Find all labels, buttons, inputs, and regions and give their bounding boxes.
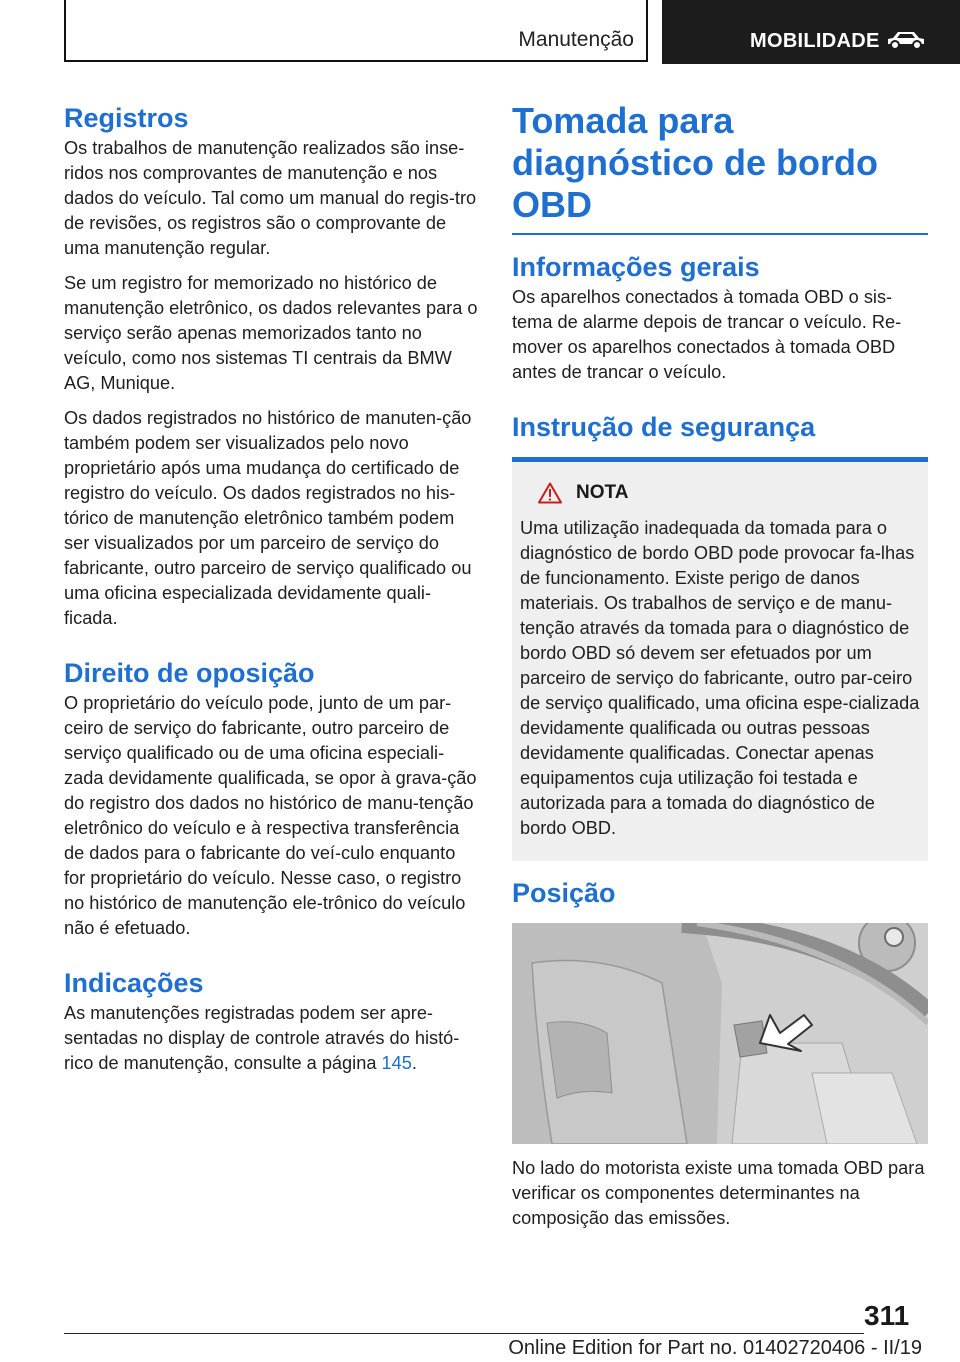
warning-text: Uma utilização inadequada da tomada para o diagnóstico de bordo OBD pode provocar fa-lhas de funcionamento. Existe perigo de danos materiais. Os trabalhos de serviço e de manu-tenção através da tomada para o diagnóstico de bordo OBD só devem ser efetuados por um parceiro de serviço do fabricante, outro par-ceiro de serviço qualificado, uma oficina espe-cializada devidamente qualificada ou outras pessoas devidamente qualificadas. Conectar apenas equipamentos cuja utilização foi testada e autorizada para a tomada do diagnóstico de bordo OBD. — [520, 518, 920, 838]
right-column — [512, 100, 928, 1241]
warning-label: NOTA — [576, 482, 629, 503]
heading-indicacoes: Indicações — [64, 968, 204, 998]
header-chapter-label: MOBILIDADE — [750, 30, 880, 52]
header-section-box — [64, 0, 648, 62]
heading-direito-de-oposicao: Direito de oposição — [64, 658, 315, 688]
obd-position-photo — [512, 923, 928, 1144]
page-reference-link[interactable]: 145 — [381, 1053, 412, 1073]
registros-paragraph-2: Se um registro for memorizado no histórico de manutenção eletrônico, os dados relevantes para o serviço serão apenas memorizados tanto no veículo, como nos sistemas TI centrais da BMW AG, Munique. — [64, 273, 478, 393]
heading-posicao: Posição — [512, 878, 616, 908]
warning-box — [512, 457, 928, 861]
indicacoes-end: . — [411, 1053, 417, 1073]
heading-instrucao-de-seguranca: Instrução de segurança — [512, 412, 816, 442]
direito-paragraph: O proprietário do veículo pode, junto de um par-ceiro de serviço do fabricante, outro parceiro de serviço qualificado ou de uma oficina especiali-zada devidamente qualificada, se opor à grava-ção do registro dos dados no histórico de manu-tenção eletrônico do veículo e à respectiva transferência de dados para o fabricante do veí-culo enquanto for proprietário do veículo. Nesse caso, o registro no histórico de manutenção ele-trônico do veículo não é efetuado. — [64, 693, 477, 938]
footer-edition: Online Edition for Part no. 01402720406 - II/19 — [508, 1337, 922, 1359]
title-divider — [512, 233, 928, 235]
warning-title — [538, 482, 920, 504]
posicao-caption: No lado do motorista existe uma tomada OBD para verificar os componentes determinantes na composição das emissões. — [512, 1158, 925, 1228]
page-title-obd: Tomada para diagnóstico de bordo OBD — [512, 100, 878, 225]
car-icon — [884, 28, 928, 52]
indicacoes-text: As manutenções registradas podem ser apre-sentadas no display de controle através do histó-rico de manutenção, consulte a página — [64, 1003, 460, 1073]
informacoes-paragraph: Os aparelhos conectados à tomada OBD o sis-tema de alarme depois de trancar o veículo. Re-mover os aparelhos conectados à tomada OBD antes de trancar o veículo. — [512, 287, 902, 382]
warning-icon — [538, 482, 562, 504]
left-column — [64, 100, 480, 1086]
registros-paragraph-3: Os dados registrados no histórico de manuten-ção também podem ser visualizados pelo novo proprietário após uma mudança do certificado de registro do veículo. Os dados registrados no his-tórico de manutenção eletrônico também podem ser visualizados por um parceiro de serviço do fabricante, outro parceiro de serviço qualificado ou uma oficina especializada devidamente quali-ficada. — [64, 408, 472, 628]
header-section-title: Manutenção — [518, 28, 634, 51]
registros-paragraph-1: Os trabalhos de manutenção realizados são inse-ridos nos comprovantes de manutenção e nos dados do veículo. Tal como um manual do regis-tro de revisões, os registros são o comprovante de uma manutenção regular. — [64, 138, 477, 258]
indicacoes-paragraph — [64, 1001, 480, 1076]
heading-registros: Registros — [64, 103, 189, 133]
footer-divider — [64, 1333, 864, 1334]
heading-informacoes-gerais: Informações gerais — [512, 252, 760, 282]
page-number: 311 — [864, 1300, 910, 1331]
header-chapter-tab — [662, 0, 960, 64]
